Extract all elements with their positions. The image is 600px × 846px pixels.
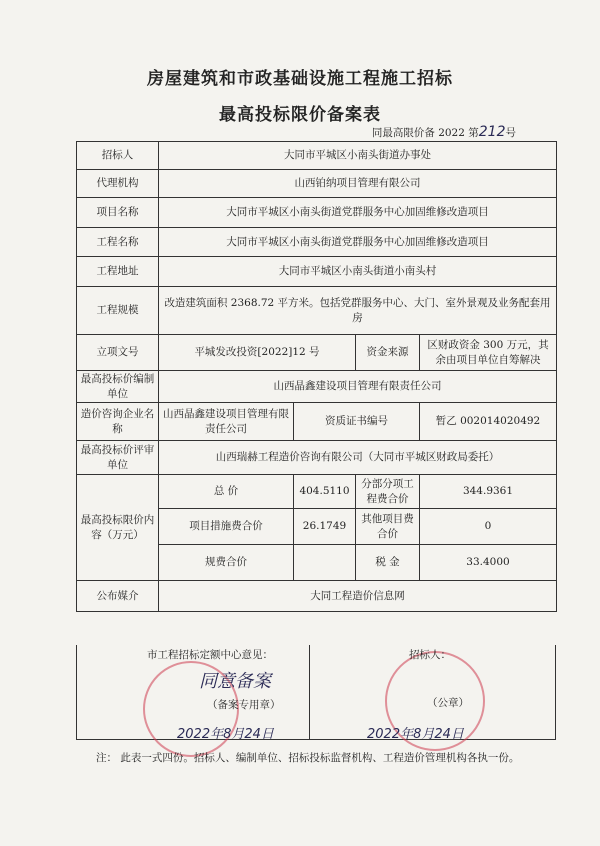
other-label: 其他项目费合价 (356, 509, 420, 545)
media-label: 公布媒介 (77, 581, 159, 612)
right-caption: 招标人： (409, 649, 451, 661)
fees-label: 规费合价 (159, 545, 294, 581)
tax-label: 税 金 (356, 545, 420, 581)
document-title: 房屋建筑和市政基础设施工程施工招标 (147, 69, 453, 89)
tax-value: 33.4000 (420, 545, 557, 581)
work-name-value: 大同市平城区小南头街道党群服务中心加固维修改造项目 (159, 228, 557, 257)
signature-divider (309, 645, 310, 739)
left-seal-label: （备案专用章） (207, 699, 281, 711)
subitem-label: 分部分项工程费合价 (356, 475, 420, 509)
reviewer-label: 最高投标价评审单位 (77, 441, 159, 475)
approval-handwriting: 同意备案 (199, 671, 271, 692)
footer-note: 注： 此表一式四份。招标人、编制单位、招标投标监督机构、工程造价管理机构各执一份。 (96, 752, 520, 764)
right-seal-label: （公章） (427, 697, 469, 709)
measures-label: 项目措施费合价 (159, 509, 294, 545)
filing-table (76, 141, 557, 612)
document-subtitle: 最高投标限价备案表 (219, 105, 381, 125)
tenderer-value: 大同市平城区小南头街道办事处 (159, 142, 557, 170)
fund-value: 区财政资金 300 万元，其余由项目单位自筹解决 (420, 335, 557, 371)
reviewer-value: 山西瑞赫工程造价咨询有限公司（大同市平城区财政局委托） (159, 441, 557, 475)
measures-value: 26.1749 (294, 509, 356, 545)
reference-handwritten-number: 212 (478, 124, 506, 140)
reference-suffix: 号 (505, 127, 516, 139)
work-name-label: 工程名称 (77, 228, 159, 257)
tenderer-label: 招标人 (77, 142, 159, 170)
total-value: 404.5110 (294, 475, 356, 509)
address-value: 大同市平城区小南头街道小南头村 (159, 257, 557, 287)
media-value: 大同工程造价信息网 (159, 581, 557, 612)
subitem-value: 344.9361 (420, 475, 557, 509)
cert-label: 资质证书编号 (294, 403, 420, 441)
consult-label: 造价咨询企业名称 (77, 403, 159, 441)
agency-value: 山西铂纳项目管理有限公司 (159, 170, 557, 198)
left-date: 2022年8月24日 (177, 727, 274, 742)
compiler-value: 山西晶鑫建设项目管理有限责任公司 (159, 371, 557, 403)
approval-value: 平城发改投资[2022]12 号 (159, 335, 356, 371)
approval-label: 立项文号 (77, 335, 159, 371)
fees-value (294, 545, 356, 581)
cert-value: 暂乙 002014020492 (420, 403, 557, 441)
signature-area (76, 645, 556, 740)
project-name-label: 项目名称 (77, 198, 159, 228)
scale-value: 改造建筑面积 2368.72 平方米。包括党群服务中心、大门、室外景观及业务配套用房 (159, 287, 557, 335)
total-label: 总 价 (159, 475, 294, 509)
address-label: 工程地址 (77, 257, 159, 287)
reference-number (372, 124, 516, 140)
agency-label: 代理机构 (77, 170, 159, 198)
fund-label: 资金来源 (356, 335, 420, 371)
other-value: 0 (420, 509, 557, 545)
project-name-value: 大同市平城区小南头街道党群服务中心加固维修改造项目 (159, 198, 557, 228)
left-caption: 市工程招标定额中心意见： (147, 649, 273, 661)
compiler-label: 最高投标价编制单位 (77, 371, 159, 403)
reference-prefix: 同最高限价备 2022 第 (371, 127, 479, 139)
scale-label: 工程规模 (77, 287, 159, 335)
consult-value: 山西晶鑫建设项目管理有限责任公司 (159, 403, 294, 441)
content-label: 最高投标限价内容（万元） (77, 475, 159, 581)
right-date: 2022年8月24日 (367, 727, 464, 742)
